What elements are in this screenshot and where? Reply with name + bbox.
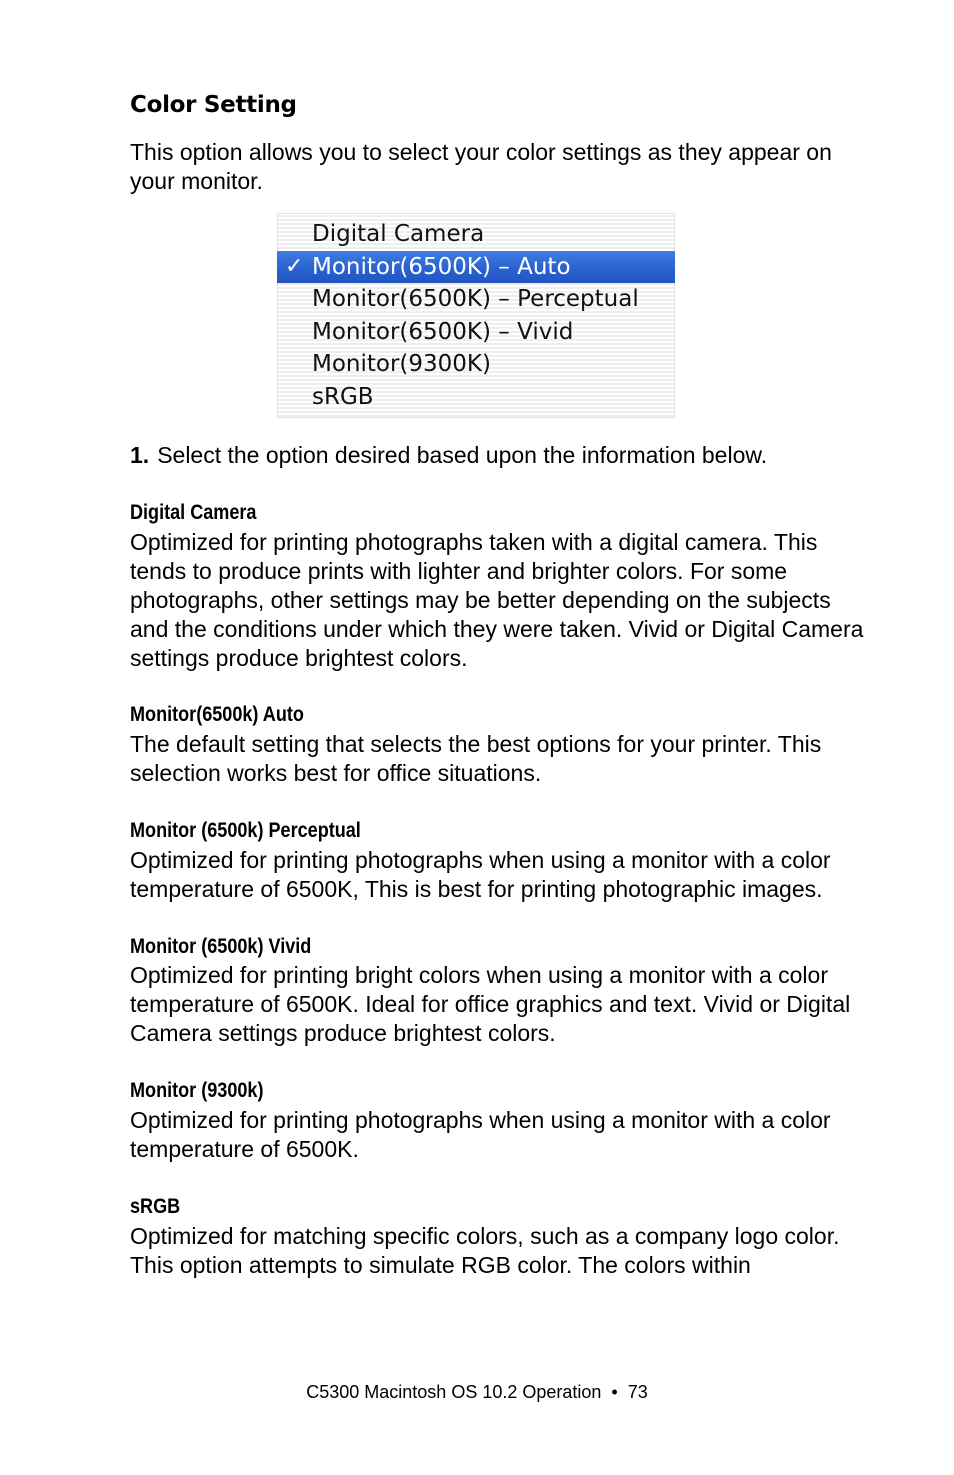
definition-body-monitor-6500k-perceptual: Optimized for printing photographs when using a monitor with a color temperature of 6500K, This is best for printing photographic images.: [130, 847, 831, 902]
definition-body-digital-camera: Optimized for printing photographs taken with a digital camera. This tends to produce prints with lighter and brighter colors. For some photographs, other settings may be better depending on the subjects and the conditions under which they were taken. Vivid or Digital Camera settings produce brightest colors.: [130, 529, 864, 671]
menu-item-digital-camera: [277, 218, 675, 250]
definition-body-monitor-6500k-auto: The default setting that selects the best options for your printer. This selection works best for office situations.: [130, 731, 822, 786]
color-setting-menu-screenshot: [277, 213, 675, 418]
menu-item-label: Monitor(6500K) – Vivid: [312, 319, 574, 345]
step-number: 1.: [130, 442, 150, 468]
menu-item-monitor-9300k: [277, 348, 675, 380]
definition-title-monitor-6500k-perceptual: Monitor (6500k) Perceptual: [130, 819, 361, 842]
menu-item-label: Monitor(6500K) – Perceptual: [312, 286, 639, 312]
definition-body-monitor-9300k: Optimized for printing photographs when using a monitor with a color temperature of 6500K.: [130, 1107, 831, 1162]
footer-text: C5300 Macintosh OS 10.2 Operation: [306, 1382, 602, 1402]
definition-title-monitor-6500k-vivid: Monitor (6500k) Vivid: [130, 935, 312, 958]
footer-separator: •: [611, 1382, 618, 1402]
menu-item-monitor-6500k-perceptual: [277, 283, 675, 315]
definition-body-srgb: Optimized for matching specific colors, such as a company logo color. This option attempts to simulate RGB color. The colors within: [130, 1223, 840, 1278]
definition-title-digital-camera: Digital Camera: [130, 501, 257, 524]
menu-item-monitor-6500k-vivid: [277, 316, 675, 348]
page-footer: [0, 1382, 954, 1403]
checkmark-icon: ✓: [285, 254, 304, 279]
definition-body-monitor-6500k-vivid: Optimized for printing bright colors when using a monitor with a color temperature of 6500K. Ideal for office graphics and text. Vivid or Digital Camera settings produce brightest colors.: [130, 962, 851, 1046]
menu-item-srgb: [277, 381, 675, 413]
menu-item-label: Monitor(6500K) – Auto: [312, 254, 571, 280]
page-number: 73: [627, 1382, 648, 1402]
intro-paragraph: This option allows you to select your color settings as they appear on your monitor.: [130, 139, 832, 194]
step-text: Select the option desired based upon the information below.: [157, 442, 768, 468]
section-heading: Color Setting: [130, 92, 297, 118]
menu-item-label: Digital Camera: [312, 221, 485, 247]
menu-item-monitor-6500k-auto: [277, 251, 675, 283]
definition-title-monitor-9300k: Monitor (9300k): [130, 1079, 264, 1102]
menu-item-label: Monitor(9300K): [312, 351, 491, 377]
menu-item-label: sRGB: [312, 384, 374, 410]
definition-title-monitor-6500k-auto: Monitor(6500k) Auto: [130, 703, 304, 726]
definition-title-srgb: sRGB: [130, 1195, 181, 1218]
step-1: [130, 441, 767, 470]
